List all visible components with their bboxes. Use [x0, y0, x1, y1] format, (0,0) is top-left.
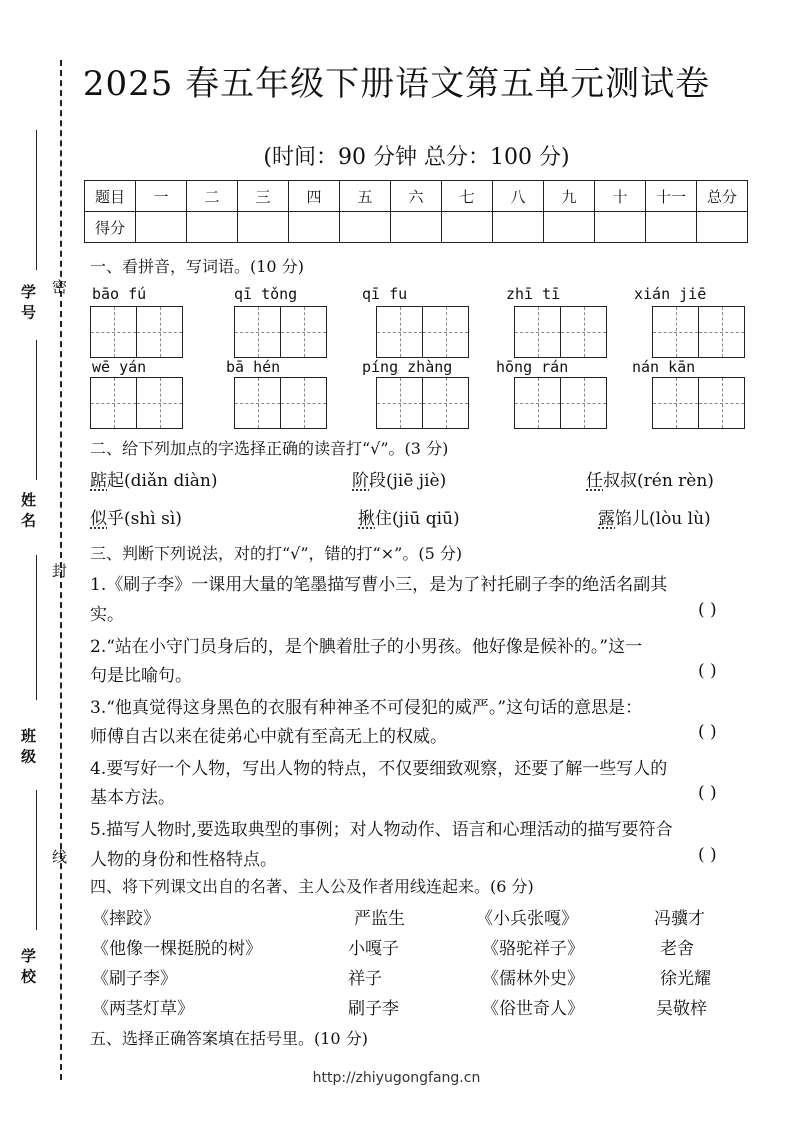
reading-choice-item[interactable]: [586, 466, 714, 491]
score-cell[interactable]: [340, 212, 391, 243]
match-protagonist[interactable]: 严监生: [354, 909, 405, 929]
score-cell[interactable]: [646, 212, 697, 243]
dotted-char: 露: [598, 509, 615, 529]
score-row-label: 得分: [85, 212, 136, 243]
pinyin-label: qī fu: [362, 285, 408, 303]
match-book[interactable]: 《小兵张嘎》: [476, 909, 578, 929]
score-header-cell: 五: [340, 181, 391, 212]
student-id-label: 学 号: [19, 284, 37, 320]
class-blank: [36, 555, 37, 700]
judgement-text: 2.“站在小守门员身后的，是个腆着肚子的小男孩。他好像是候补的。”这一: [90, 637, 643, 657]
answer-paren[interactable]: ( ): [698, 783, 717, 803]
school-label: 学 校: [19, 948, 37, 984]
score-cell[interactable]: [238, 212, 289, 243]
score-cell[interactable]: [697, 212, 748, 243]
score-header-cell: 八: [493, 181, 544, 212]
reading-choice-item[interactable]: [352, 466, 446, 491]
pinyin-label: píng zhàng: [362, 358, 453, 376]
tianzige-box[interactable]: [234, 306, 327, 358]
score-header-cell: 七: [442, 181, 493, 212]
score-table: [84, 180, 748, 243]
name-blank: [36, 340, 37, 480]
match-author[interactable]: 徐光耀: [660, 969, 711, 989]
score-value-row: [85, 212, 748, 243]
match-text[interactable]: 《他像一棵挺脱的树》: [92, 939, 262, 959]
reading-choice-item[interactable]: [90, 466, 217, 491]
match-author[interactable]: 老舍: [660, 939, 694, 959]
section1-heading: 一、看拼音，写词语。(10 分): [90, 257, 304, 276]
dotted-char: 任: [586, 471, 603, 491]
reading-choice-item[interactable]: [358, 504, 460, 529]
class-label: 班 级: [19, 728, 37, 764]
score-cell[interactable]: [442, 212, 493, 243]
pinyin-label: xián jiē: [634, 285, 707, 303]
footer-url[interactable]: http://zhiyugongfang.cn: [312, 1070, 481, 1086]
score-cell[interactable]: [289, 212, 340, 243]
name-label: 姓 名: [19, 492, 37, 528]
match-book[interactable]: 《骆驼祥子》: [482, 939, 584, 959]
seal-feng: 封: [52, 562, 68, 580]
reading-options: 馅儿(lòu lù): [615, 509, 711, 529]
judgement-text: 句是比喻句。: [90, 666, 192, 686]
score-header-cell: 四: [289, 181, 340, 212]
score-cell[interactable]: [544, 212, 595, 243]
score-cell[interactable]: [391, 212, 442, 243]
dotted-char: 踮: [90, 471, 107, 491]
pinyin-label: wē yán: [92, 358, 147, 376]
score-cell[interactable]: [187, 212, 238, 243]
reading-options: 住(jiū qiū): [375, 509, 460, 529]
judgement-text: 1.《刷子李》一课用大量的笔墨描写曹小三，是为了衬托刷子李的绝活名副其: [90, 575, 668, 595]
judgement-text: 5.描写人物时,要选取典型的事例；对人物动作、语言和心理活动的描写要符合: [90, 820, 673, 840]
score-header-cell: 总分: [697, 181, 748, 212]
tianzige-box[interactable]: [514, 306, 607, 358]
score-cell[interactable]: [136, 212, 187, 243]
match-book[interactable]: 《俗世奇人》: [482, 999, 584, 1019]
tianzige-box[interactable]: [652, 306, 745, 358]
match-protagonist[interactable]: 刷子李: [348, 999, 399, 1019]
pinyin-label: hōng rán: [496, 358, 569, 376]
match-book[interactable]: 《儒林外史》: [482, 969, 584, 989]
match-author[interactable]: 冯骥才: [654, 909, 705, 929]
section5-heading: 五、选择正确答案填在括号里。(10 分): [90, 1029, 368, 1048]
page-subtitle: (时间：90 分钟 总分：100 分): [263, 145, 570, 170]
score-header-cell: 六: [391, 181, 442, 212]
tianzige-box[interactable]: [376, 306, 469, 358]
reading-options: 起(diǎn diàn): [107, 471, 218, 491]
pinyin-label: nán kān: [632, 358, 696, 376]
seal-mi: 密: [52, 278, 68, 296]
answer-paren[interactable]: ( ): [698, 600, 717, 620]
answer-paren[interactable]: ( ): [698, 722, 717, 742]
page-title: 2025 春五年级下册语文第五单元测试卷: [82, 64, 711, 104]
score-header-cell: 题目: [85, 181, 136, 212]
dotted-char: 似: [90, 509, 107, 529]
pinyin-label: zhī tī: [506, 285, 561, 303]
match-text[interactable]: 《刷子李》: [92, 969, 177, 989]
score-header-cell: 二: [187, 181, 238, 212]
judgement-text: 实。: [90, 605, 124, 625]
score-cell[interactable]: [595, 212, 646, 243]
section2-heading: 二、给下列加点的字选择正确的读音打“√”。(3 分): [90, 439, 449, 458]
match-protagonist[interactable]: 小嘎子: [348, 939, 399, 959]
tianzige-box[interactable]: [90, 377, 183, 429]
score-header-cell: 九: [544, 181, 595, 212]
dotted-char: 阶: [352, 471, 369, 491]
school-blank: [36, 790, 37, 930]
reading-choice-item[interactable]: [90, 504, 182, 529]
seal-xian: 线: [52, 848, 68, 866]
pinyin-label: qī tǒng: [234, 285, 298, 303]
judgement-text: 基本方法。: [90, 788, 175, 808]
score-header-cell: 十一: [646, 181, 697, 212]
judgement-text: 3.“他真觉得这身黑色的衣服有种神圣不可侵犯的威严。”这句话的意思是：: [90, 698, 643, 718]
score-cell[interactable]: [493, 212, 544, 243]
tianzige-box[interactable]: [376, 377, 469, 429]
match-protagonist[interactable]: 祥子: [348, 969, 382, 989]
judgement-text: 人物的身份和性格特点。: [90, 850, 277, 870]
reading-options: 段(jiē jiè): [369, 471, 447, 491]
reading-options: 叔叔(rén rèn): [603, 471, 714, 491]
answer-paren[interactable]: ( ): [698, 661, 717, 681]
match-author[interactable]: 吴敬梓: [656, 999, 707, 1019]
match-text[interactable]: 《摔跤》: [92, 909, 160, 929]
reading-choice-item[interactable]: [598, 504, 711, 529]
pinyin-label: bā hén: [226, 358, 281, 376]
score-header-cell: 一: [136, 181, 187, 212]
pinyin-label: bāo fú: [92, 285, 147, 303]
score-header-cell: 十: [595, 181, 646, 212]
dotted-char: 揪: [358, 509, 375, 529]
section4-heading: 四、将下列课文出自的名著、主人公及作者用线连起来。(6 分): [90, 877, 534, 896]
section3-heading: 三、判断下列说法，对的打“√”，错的打“×”。(5 分): [90, 544, 463, 563]
score-header-row: [85, 181, 748, 212]
tianzige-box[interactable]: [514, 377, 607, 429]
judgement-text: 师傅自古以来在徒弟心中就有至高无上的权威。: [90, 727, 447, 747]
reading-options: 乎(shì sì): [107, 509, 182, 529]
answer-paren[interactable]: ( ): [698, 845, 717, 865]
tianzige-box[interactable]: [652, 377, 745, 429]
tianzige-box[interactable]: [234, 377, 327, 429]
judgement-text: 4.要写好一个人物，写出人物的特点，不仅要细致观察，还要了解一些写人的: [90, 759, 668, 779]
score-header-cell: 三: [238, 181, 289, 212]
tianzige-box[interactable]: [90, 306, 183, 358]
match-text[interactable]: 《两茎灯草》: [92, 999, 194, 1019]
